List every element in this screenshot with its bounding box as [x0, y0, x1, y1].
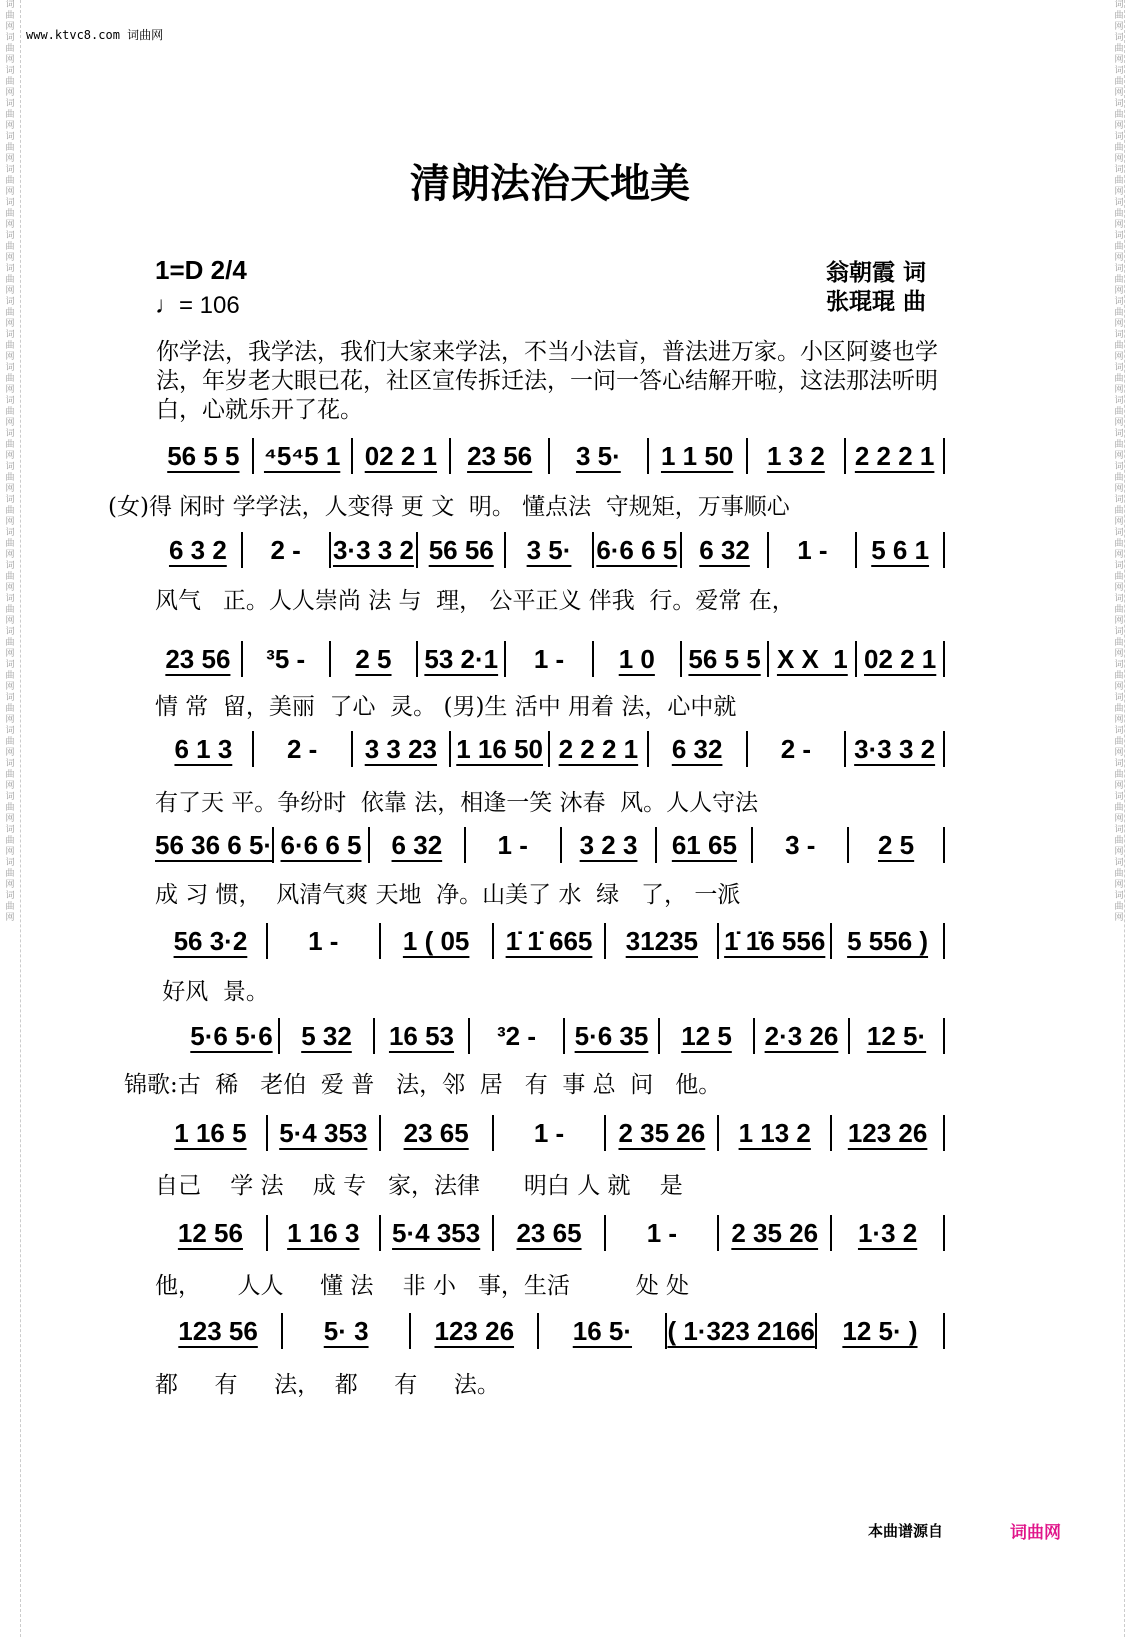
lyric-line: 风气 正。人人崇尚 法 与 理， 公平正义 伴我 行。爱常 在，	[155, 588, 795, 614]
measure: 1̇ 1̇ 665	[494, 923, 607, 959]
lyric-line: (女)得 闲时 学学法，人变得 更 文 明。 懂点法 守规矩，万事顺心	[108, 494, 790, 520]
measure: 1 3 2	[748, 438, 847, 474]
measure: 12 56	[155, 1215, 268, 1251]
measure: ( 1·323 2166	[667, 1313, 816, 1349]
score-line	[155, 1215, 945, 1251]
measure: 5·4 353	[268, 1115, 381, 1151]
measure: 3 5·	[506, 532, 594, 568]
measure: 23 65	[494, 1215, 607, 1251]
measure: 56 36 6 5·	[155, 827, 274, 863]
measure: 5 556 )	[832, 923, 945, 959]
measure: 56 3·2	[155, 923, 268, 959]
measure: 12 5· )	[817, 1313, 945, 1349]
measure: 5·6 5·6	[185, 1018, 280, 1054]
measure: 12 5	[660, 1018, 755, 1054]
key-signature: 1=D 2/4	[155, 255, 247, 285]
measure: 2 -	[748, 731, 847, 767]
measure: 16 53	[375, 1018, 470, 1054]
measure: ³2 -	[470, 1018, 565, 1054]
score-line	[155, 731, 945, 767]
measure: 3 -	[753, 827, 849, 863]
measure: 23 65	[381, 1115, 494, 1151]
measure: 1 16 5	[155, 1115, 268, 1151]
lyric-line: 成 习 惯， 风清气爽 天地 净。山美了 水 绿 了， 一派	[155, 882, 741, 908]
lyric-line: 锦歌:古 稀 老伯 爱 普 法，邻 居 有 事 总 问 他。	[124, 1072, 722, 1098]
measure: 5·6 35	[565, 1018, 660, 1054]
lyric-line: 情 常 留，美丽 了心 灵。 (男)生 活中 用着 法，心中就	[155, 694, 737, 720]
composer-credit: 张琨琨 曲	[826, 289, 927, 315]
lyric-line: 他， 人人 懂 法 非 小 事，生活 处 处	[155, 1273, 690, 1299]
measure: 123 26	[832, 1115, 945, 1151]
score-line	[155, 827, 945, 863]
measure: 1̇ 1̇6 556	[719, 923, 832, 959]
measure: 6 1 3	[155, 731, 254, 767]
measure: 1 -	[494, 1115, 607, 1151]
footer-brand[interactable]: 词曲网	[1010, 1523, 1061, 1543]
measure: 6 32	[649, 731, 748, 767]
left-border	[20, 0, 21, 1637]
measure: 5 32	[280, 1018, 375, 1054]
measure: 5 6 1	[857, 532, 945, 568]
measure: 1 -	[466, 827, 562, 863]
measure: 123 26	[411, 1313, 539, 1349]
measure: 61 65	[657, 827, 753, 863]
measure: 31235	[606, 923, 719, 959]
measure: 1 0	[594, 641, 682, 677]
score-line	[155, 438, 945, 474]
measure: 3 5·	[550, 438, 649, 474]
measure: 2 -	[243, 532, 331, 568]
footer-source: 本曲谱源自	[868, 1522, 944, 1540]
measure: 02 2 1	[857, 641, 945, 677]
tempo-mark: ♩= 106	[155, 292, 240, 319]
measure: 2 35 26	[719, 1215, 832, 1251]
measure: 123 56	[155, 1313, 283, 1349]
measure: 56 5 5	[682, 641, 770, 677]
measure: 6·6 6 5	[274, 827, 370, 863]
measure: 56 56	[418, 532, 506, 568]
score-line	[155, 923, 945, 959]
score-line	[185, 1018, 945, 1054]
measure: 1 -	[506, 641, 594, 677]
intro-text: 你学法，我学法，我们大家来学法，不当小法盲，普法进万家。小区阿婆也学法，年岁老大眼已花，社区宣传拆迁法，一问一答心结解开啦，这法那法听明白，心就乐开了花。	[156, 339, 938, 423]
measure: 2 -	[254, 731, 353, 767]
measure: 5·4 353	[381, 1215, 494, 1251]
lyric-line: 好风 景。	[155, 979, 269, 1005]
measure: 23 56	[155, 641, 243, 677]
score-line	[155, 1313, 945, 1349]
measure: 1 16 3	[268, 1215, 381, 1251]
measure: 5· 3	[283, 1313, 411, 1349]
score-line	[155, 532, 945, 568]
measure: 2 35 26	[606, 1115, 719, 1151]
lyric-line: 都 有 法， 都 有 法。	[155, 1372, 500, 1398]
lyricist-credit: 翁朝霞 词	[826, 260, 927, 286]
score-line	[155, 641, 945, 677]
measure: 1 ( 05	[381, 923, 494, 959]
measure: 1 1 50	[649, 438, 748, 474]
measure: 3·3 3 2	[846, 731, 945, 767]
measure: 3 3 23	[353, 731, 452, 767]
watermark-right: 词曲网 词曲网 词曲网 词曲网 词曲网 词曲网 词曲网 词曲网 词曲网 词曲网 词曲网 词曲网 词曲网 词曲网 词曲网 词曲网 词曲网 词曲网 词曲网 词曲网 词曲网 词曲网 词曲网 词曲网 词曲网 词曲网 词曲网 词曲网	[1114, 0, 1124, 923]
measure: 2 5	[849, 827, 945, 863]
measure: 1·3 2	[832, 1215, 945, 1251]
measure: 1 -	[769, 532, 857, 568]
measure: 2·3 26	[755, 1018, 850, 1054]
measure: 2 2 2 1	[846, 438, 945, 474]
measure: 1 16 50	[451, 731, 550, 767]
measure: 6 32	[682, 532, 770, 568]
lyric-line: 有了天 平。争纷时 依靠 法，相逢一笑 沐春 风。人人守法	[155, 790, 759, 816]
measure: 1 13 2	[719, 1115, 832, 1151]
measure: 1 -	[268, 923, 381, 959]
watermark-left: 词曲网 词曲网 词曲网 词曲网 词曲网 词曲网 词曲网 词曲网 词曲网 词曲网 词曲网 词曲网 词曲网 词曲网 词曲网 词曲网 词曲网 词曲网 词曲网 词曲网 词曲网 词曲网 词曲网 词曲网 词曲网 词曲网 词曲网 词曲网	[5, 0, 15, 923]
measure: 2 2 2 1	[550, 731, 649, 767]
measure: 3·3 3 2	[331, 532, 419, 568]
measure: 3 2 3	[562, 827, 658, 863]
score-line	[155, 1115, 945, 1151]
measure: 53 2·1	[418, 641, 506, 677]
measure: 6·6 6 5	[594, 532, 682, 568]
measure: 6 32	[370, 827, 466, 863]
lyric-line: 自己 学 法 成 专 家，法律 明白 人 就 是	[155, 1173, 683, 1199]
measure: ⁴5⁴5 1	[254, 438, 353, 474]
measure: 12 5·	[850, 1018, 945, 1054]
site-url: www.ktvc8.com 词曲网	[26, 28, 164, 42]
measure: 2 5	[331, 641, 419, 677]
measure: X X 1	[769, 641, 857, 677]
measure: 23 56	[451, 438, 550, 474]
measure: 56 5 5	[155, 438, 254, 474]
measure: 1 -	[606, 1215, 719, 1251]
measure: 02 2 1	[353, 438, 452, 474]
measure: 16 5·	[539, 1313, 667, 1349]
measure: 6 3 2	[155, 532, 243, 568]
measure: ³5 -	[243, 641, 331, 677]
song-title: 清朗法治天地美	[410, 160, 690, 207]
